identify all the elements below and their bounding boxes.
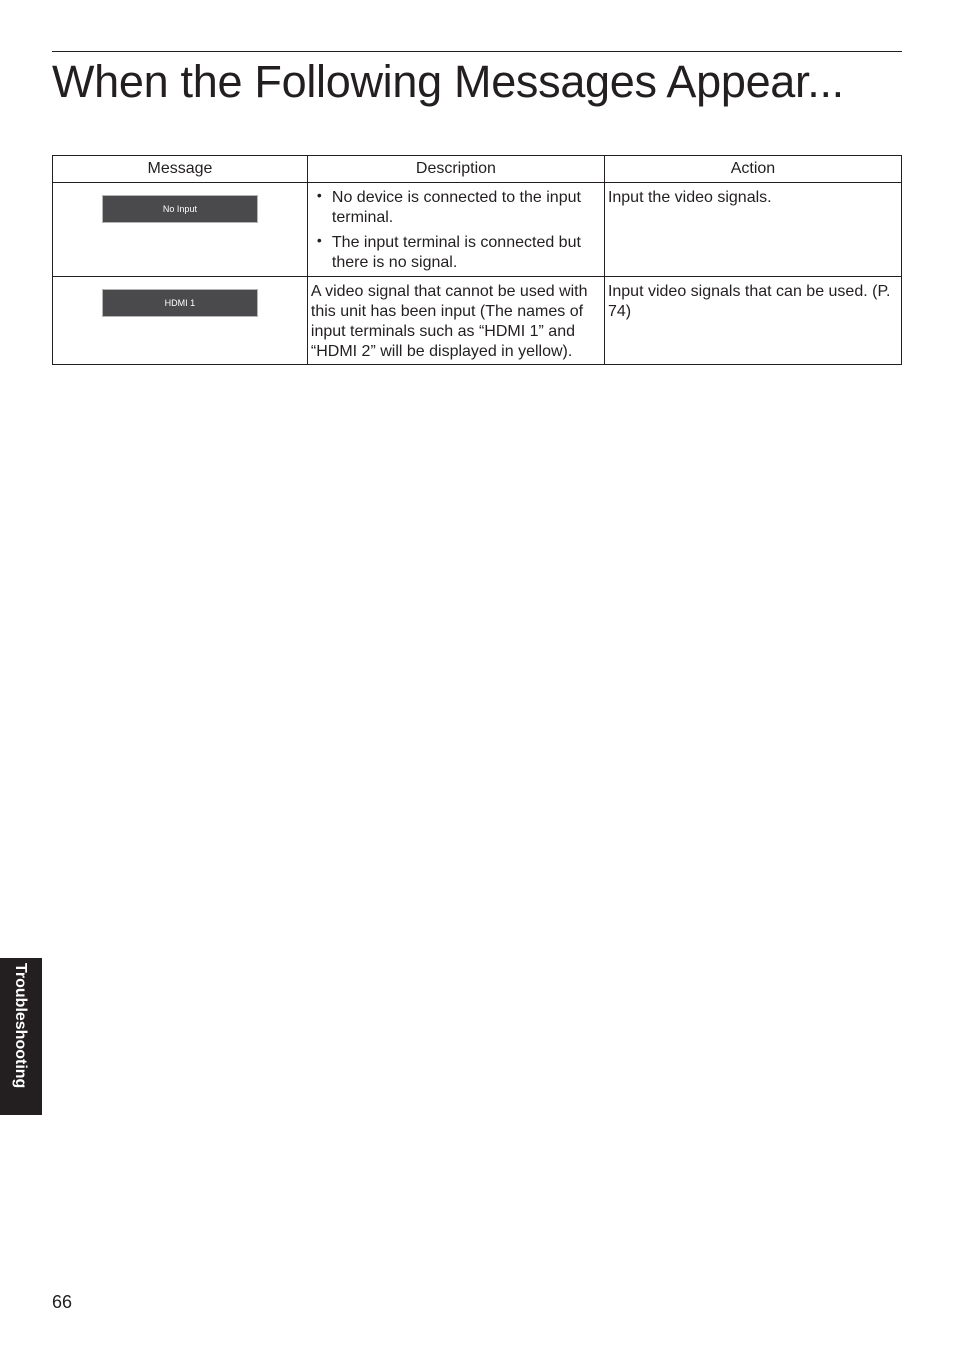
action-cell: Input the video signals.: [604, 183, 901, 277]
description-cell: A video signal that cannot be used with this unit has been input (The names of input terminals such as “HDMI 1” and “HDMI 2” will be displayed in yellow).: [307, 277, 604, 365]
action-cell: Input video signals that can be used. (P. 74): [604, 277, 901, 365]
table-row: [53, 183, 902, 277]
description-text: No device is connected to the input terminal.: [331, 189, 581, 226]
section-tab-label: Troubleshooting: [12, 963, 29, 1089]
title-rule: [52, 51, 902, 52]
osd-message-no-input: No Input: [102, 195, 258, 223]
description-list: [311, 188, 601, 273]
header-message: Message: [53, 156, 308, 183]
header-action: Action: [604, 156, 901, 183]
messages-table: [52, 155, 902, 365]
page-number: 66: [52, 1292, 73, 1312]
bullet-icon: •: [316, 187, 322, 203]
osd-message-hdmi: HDMI 1: [102, 289, 258, 317]
header-description: Description: [307, 156, 604, 183]
list-item: [311, 188, 601, 228]
list-item: [311, 233, 601, 273]
table-row: [53, 277, 902, 365]
description-cell: [307, 183, 604, 277]
message-cell: [53, 277, 308, 365]
page-title: When the Following Messages Appear...: [52, 56, 844, 107]
bullet-icon: •: [316, 232, 322, 248]
description-text: The input terminal is connected but there is no signal.: [331, 234, 581, 271]
message-cell: [53, 183, 308, 277]
table-header-row: [53, 156, 902, 183]
section-tab: [0, 958, 42, 1115]
